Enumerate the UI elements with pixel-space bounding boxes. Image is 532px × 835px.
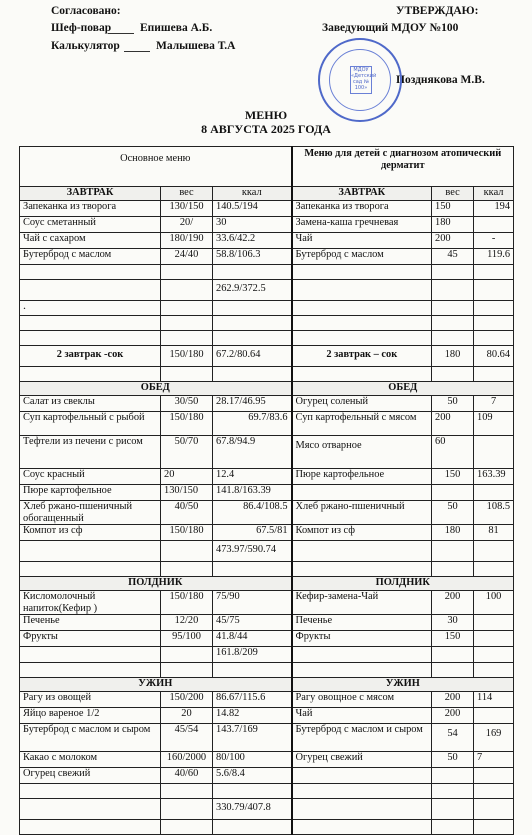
calculator-name: Малышева Т.А [156,40,236,52]
diet-dish-name: Огурец свежий [292,752,432,768]
table-row [20,201,514,217]
calculator-role: Калькулятор [51,40,120,52]
section-row-breakfast [20,187,514,201]
diet-dish-name: Огурец соленый [292,396,432,412]
diet-dish-weight: 200 [432,708,474,724]
empty-row [20,316,514,331]
section-row-dinner [20,678,514,692]
dish-name: Компот из сф [20,525,161,541]
diet-dish-kcal: 119.6 [474,249,514,265]
diet-dish-name: Запеканка из творога [292,201,432,217]
dish-name: Салат из свеклы [20,396,161,412]
dish-name: Соус сметанный [20,217,161,233]
diet-dish-kcal: 7 [474,396,514,412]
dish-kcal: 33.6/42.2 [213,233,292,249]
diet-dish-kcal [474,436,514,469]
diet-dish-kcal [474,217,514,233]
table-row [20,485,514,501]
dish-name: Яйцо вареное 1/2 [20,708,161,724]
diet-dish-weight: 50 [432,501,474,525]
section-title-snack-right: ПОЛДНИК [292,577,514,591]
dish-name: Суп картофельный с рыбой [20,412,161,436]
total-row [20,647,514,663]
diet-dish-weight: 45 [432,249,474,265]
section-title-dinner-right: УЖИН [292,678,514,692]
diet-dish-kcal: 81 [474,525,514,541]
diet-dish-kcal: 163.39 [474,469,514,485]
diet-menu-heading: Меню для детей с диагнозом атопический дерматит [292,147,514,187]
diet-dish-kcal: 7 [474,752,514,768]
section-title-snack-left: ПОЛДНИК [20,577,292,591]
dish-weight: 50/70 [161,436,213,469]
dish-kcal: 67.8/94.9 [213,436,292,469]
diet-dish-kcal [474,708,514,724]
diet-dish-name: Хлеб ржано-пшеничный [292,501,432,525]
dish-weight: 30/50 [161,396,213,412]
section-title-lunch-right: ОБЕД [292,382,514,396]
agreed-label: Согласовано: [51,5,121,17]
dish-name: Рагу из овощей [20,692,161,708]
section-title-lunch-left: ОБЕД [20,382,292,396]
dish-kcal: 143.7/169 [213,724,292,752]
dish-kcal: 86.67/115.6 [213,692,292,708]
diet-dish-name: Суп картофельный с мясом [292,412,432,436]
diet-dish-name: Кефир-замена-Чай [292,591,432,615]
head-name: Позднякова М.В. [396,74,485,86]
diet-dish-name: Мясо отварное [292,436,432,469]
diet-dish-weight: 180 [432,525,474,541]
dish-weight: 130/150 [161,485,213,501]
empty-row: . [20,301,514,316]
dish-name: Какао с молоком [20,752,161,768]
diet-dish-weight: 200 [432,692,474,708]
diet-dish-weight: 150 [432,469,474,485]
dish-kcal: 30 [213,217,292,233]
dish-weight: 150/180 [161,346,213,367]
lunch-total: 473.97/590.74 [213,541,292,562]
second-breakfast-row [20,346,514,367]
diet-dish-name: Печенье [292,615,432,631]
diet-dish-weight: 150 [432,631,474,647]
kcal-header-right: ккал [474,187,514,201]
dish-kcal: 67.5/81 [213,525,292,541]
diet-dish-name: Фрукты [292,631,432,647]
kcal-header-left: ккал [213,187,292,201]
menu-title: МЕНЮ [244,108,288,122]
dish-kcal: 75/90 [213,591,292,615]
snack-total: 161.8/209 [213,647,292,663]
weight-header-left: вес [161,187,213,201]
diet-dish-kcal: 194 [474,201,514,217]
diet-dish-weight: 200 [432,591,474,615]
diet-dish-name: Рагу овощное с мясом [292,692,432,708]
empty-row [20,663,514,678]
table-row [20,724,514,752]
diet-second-breakfast-label: 2 завтрак – сок [292,346,432,367]
table-row [20,525,514,541]
dish-weight: 150/180 [161,591,213,615]
dish-weight: 20 [161,708,213,724]
dish-kcal: 12.4 [213,469,292,485]
table-row [20,233,514,249]
section-title-dinner-left: УЖИН [20,678,292,692]
breakfast-total: 262.9/372.5 [213,280,292,301]
table-row [20,768,514,784]
head-role: Заведующий МДОУ №100 [322,22,459,34]
table-row [20,501,514,525]
table-row [20,631,514,647]
diet-dish-kcal [474,631,514,647]
section-row-snack [20,577,514,591]
main-menu-heading: Основное меню [20,147,292,187]
dish-kcal: 69.7/83.6 [213,412,292,436]
diet-dish-kcal: 100 [474,591,514,615]
diet-dish-weight: 200 [432,412,474,436]
dish-kcal: 80/100 [213,752,292,768]
empty-row [20,367,514,382]
dish-kcal: 86.4/108.5 [213,501,292,525]
empty-row [20,265,514,280]
dish-kcal: 45/75 [213,615,292,631]
diet-dish-name: Бутерброд с маслом [292,249,432,265]
diet-dish-weight: 50 [432,752,474,768]
empty-row [20,784,514,799]
empty-row [20,331,514,346]
dish-kcal: 41.8/44 [213,631,292,647]
dish-name: Хлеб ржано-пшеничный обогащенный [20,501,161,525]
chef-name: Епишева А.Б. [140,22,213,34]
dish-weight: 180/190 [161,233,213,249]
empty-row [20,562,514,577]
dish-weight: 40/60 [161,768,213,784]
dish-name: Пюре картофельное [20,485,161,501]
diet-dish-name: Чай [292,708,432,724]
total-row [20,799,514,820]
table-row [20,436,514,469]
dish-name: Запеканка из творога [20,201,161,217]
empty-row [20,820,514,835]
diet-dish-name: Пюре картофельное [292,469,432,485]
dish-kcal: 58.8/106.3 [213,249,292,265]
diet-dish-weight: 60 [432,436,474,469]
section-row-lunch [20,382,514,396]
table-row [20,752,514,768]
dish-name: Печенье [20,615,161,631]
dinner-total: 330.79/407.8 [213,799,292,820]
diet-dish-kcal: - [474,233,514,249]
column-header-row [20,147,514,187]
dish-kcal: 141.8/163.39 [213,485,292,501]
diet-dish-kcal: 108.5 [474,501,514,525]
diet-dish-name: Замена-каша гречневая [292,217,432,233]
dish-name: Бутерброд с маслом [20,249,161,265]
diet-dish-kcal: 80.64 [474,346,514,367]
dish-weight: 20/ [161,217,213,233]
dish-weight: 24/40 [161,249,213,265]
dish-kcal: 67.2/80.64 [213,346,292,367]
second-breakfast-label: 2 завтрак -сок [20,346,161,367]
menu-date: 8 АВГУСТА 2025 ГОДА [201,122,331,136]
diet-dish-weight: 180 [432,346,474,367]
weight-header-right: вес [432,187,474,201]
stamp-center: МДОУ «Детский сад № 100» [350,66,372,94]
total-row [20,541,514,562]
section-title-breakfast-left: ЗАВТРАК [20,187,161,201]
dish-kcal: 5.6/8.4 [213,768,292,784]
diet-dish-weight: 180 [432,217,474,233]
diet-dish-name: Чай [292,233,432,249]
table-row [20,217,514,233]
dish-kcal: 14.82 [213,708,292,724]
diet-dish-name: Бутерброд с маслом и сыром [292,724,432,752]
dish-kcal: 28.17/46.95 [213,396,292,412]
calculator-signature [124,41,150,52]
table-row [20,249,514,265]
diet-dish-kcal: 169 [474,724,514,752]
chef-signature [108,23,134,34]
dish-name: Чай с сахаром [20,233,161,249]
dish-weight: 95/100 [161,631,213,647]
dish-weight: 150/200 [161,692,213,708]
dish-weight: 160/2000 [161,752,213,768]
dish-name: Соус красный [20,469,161,485]
diet-dish-weight: 150 [432,201,474,217]
diet-dish-weight: 50 [432,396,474,412]
table-row [20,708,514,724]
table-row [20,591,514,615]
dish-name: Фрукты [20,631,161,647]
diet-dish-kcal: 109 [474,412,514,436]
menu-table [19,146,514,835]
dish-weight: 45/54 [161,724,213,752]
dish-name: Бутерброд с маслом и сыром [20,724,161,752]
section-title-breakfast-right: ЗАВТРАК [292,187,432,201]
dish-weight: 150/180 [161,525,213,541]
table-row [20,469,514,485]
diet-dish-kcal: 114 [474,692,514,708]
table-row [20,412,514,436]
dish-weight: 40/50 [161,501,213,525]
dish-name: Тефтели из печени с рисом [20,436,161,469]
dish-name: Кисломолочный напиток(Кефир ) [20,591,161,615]
total-row [20,280,514,301]
dish-weight: 130/150 [161,201,213,217]
approve-label: УТВЕРЖДАЮ: [396,5,479,17]
diet-dish-kcal [474,615,514,631]
dish-weight: 150/180 [161,412,213,436]
diet-dish-weight: 200 [432,233,474,249]
dish-kcal: 140.5/194 [213,201,292,217]
dish-name: Огурец свежий [20,768,161,784]
chef-role: Шеф-повар [51,22,112,34]
dish-weight: 20 [161,469,213,485]
table-row [20,692,514,708]
diet-dish-weight: 54 [432,724,474,752]
table-row [20,615,514,631]
diet-dish-weight: 30 [432,615,474,631]
table-row [20,396,514,412]
dish-weight: 12/20 [161,615,213,631]
diet-dish-name: Компот из сф [292,525,432,541]
